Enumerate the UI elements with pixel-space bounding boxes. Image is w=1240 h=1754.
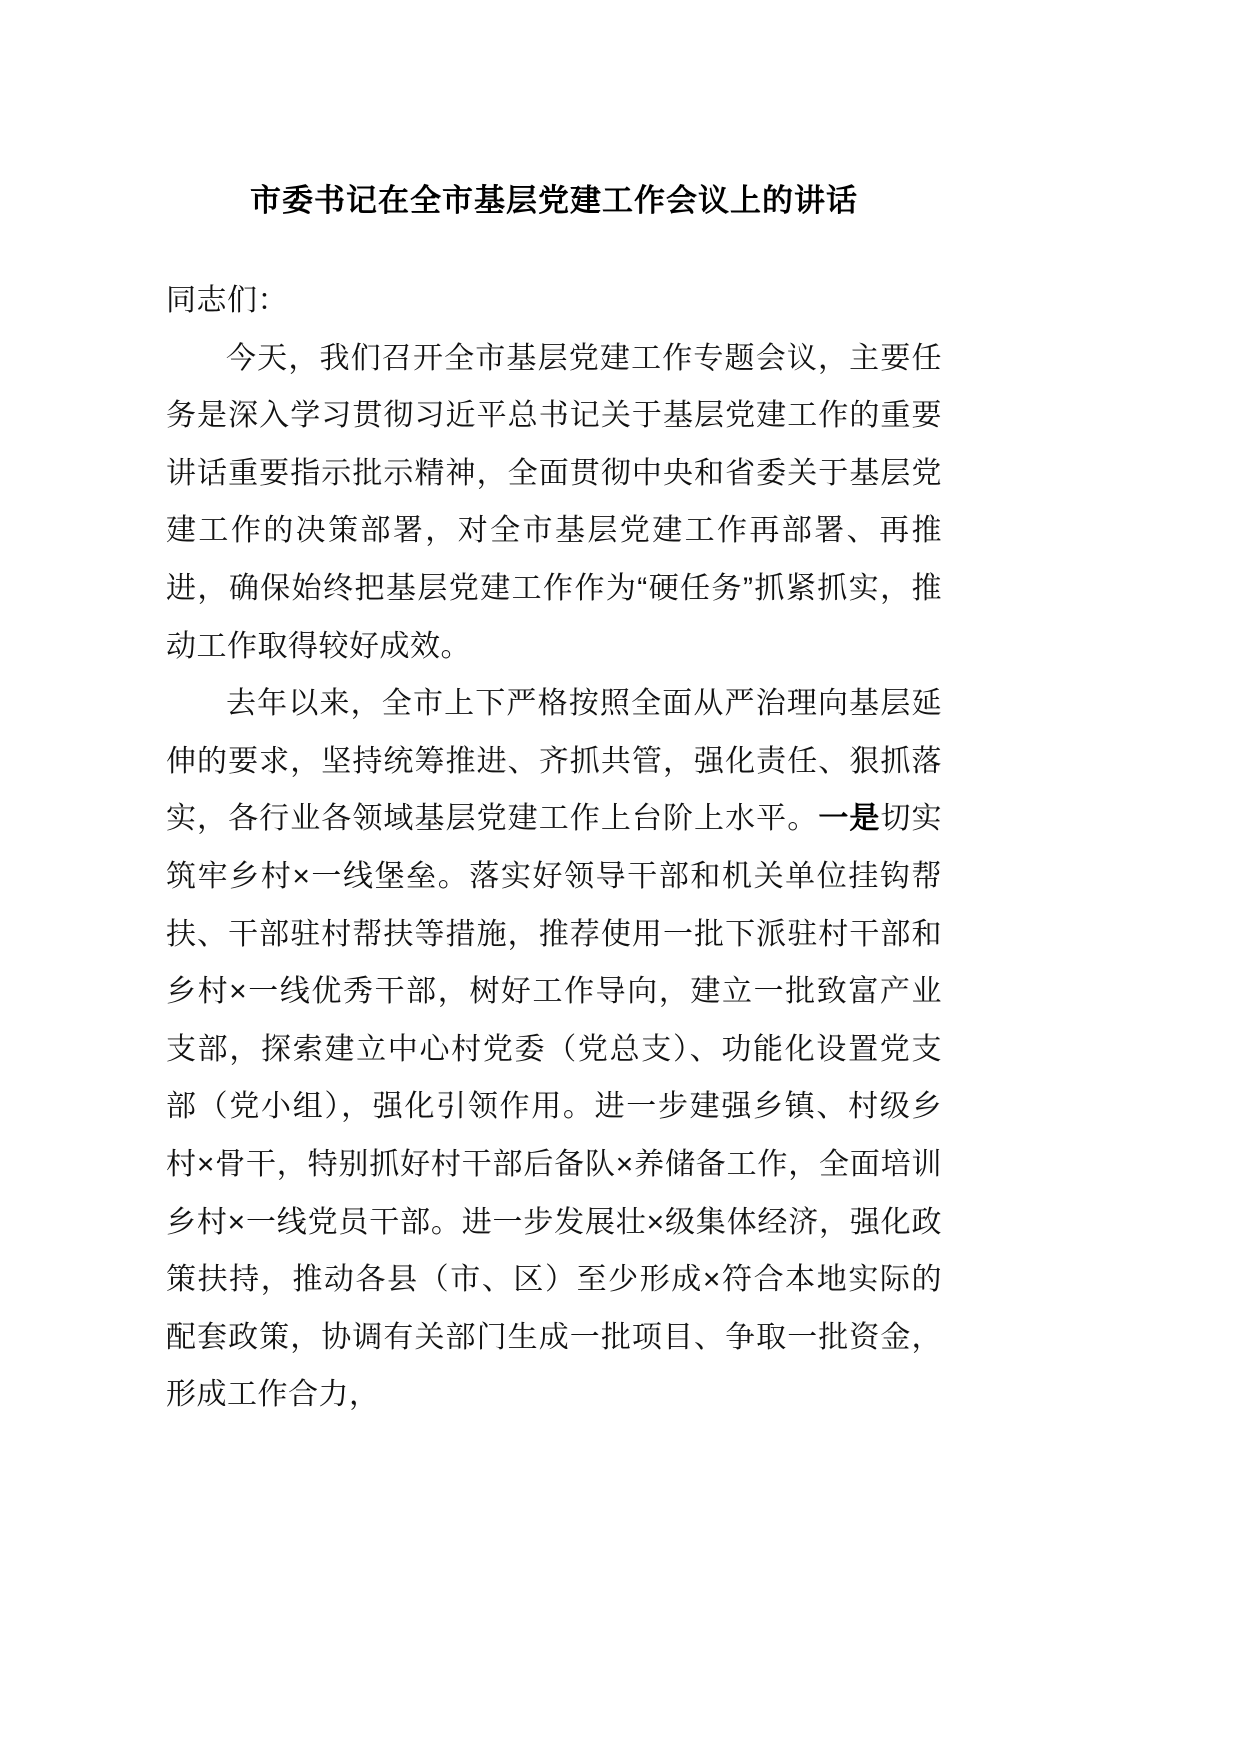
paragraph-review <box>166 675 942 1424</box>
paragraph-salutation: 同志们： <box>166 284 288 317</box>
paragraph-review-emphasis: 一是 <box>818 802 881 836</box>
paragraph-review-lead: 去年以来，全市上下严格按照全面从严治理向基层延伸的要求，坚持统筹推进、齐抓共管，强化责任、狠抓落实，各行业各领域基层党建工作上台阶上水平。 <box>166 687 942 836</box>
paragraph-opening: 今天，我们召开全市基层党建工作专题会议，主要任务是深入学习贯彻习近平总书记关于基层党建工作的重要讲话重要指示批示精神，全面贯彻中央和省委关于基层党建工作的决策部署，对全市基层党建工作再部署、再推进，确保始终把基层党建工作作为“硬任务”抓紧抓实，推动工作取得较好成效。 <box>166 341 942 663</box>
paragraph-review-rest: 切实筑牢乡村×一线堡垒。落实好领导干部和机关单位挂钩帮扶、干部驻村帮扶等措施，推荐使用一批下派驻村干部和乡村×一线优秀干部，树好工作导向，建立一批致富产业支部，探索建立中心村党委（党总支）、功能化设置党支部（党小组），强化引领作用。进一步建强乡镇、村级乡村×骨干，特别抓好村干部后备队×养储备工作，全面培训乡村×一线党员干部。进一步发展壮×级集体经济，强化政策扶持，推动各县（市、区）至少形成×符合本地实际的配套政策，协调有关部门生成一批项目、争取一批资金，形成工作合力， <box>166 802 942 1412</box>
document-title: 市委书记在全市基层党建工作会议上的讲话 <box>250 183 858 218</box>
